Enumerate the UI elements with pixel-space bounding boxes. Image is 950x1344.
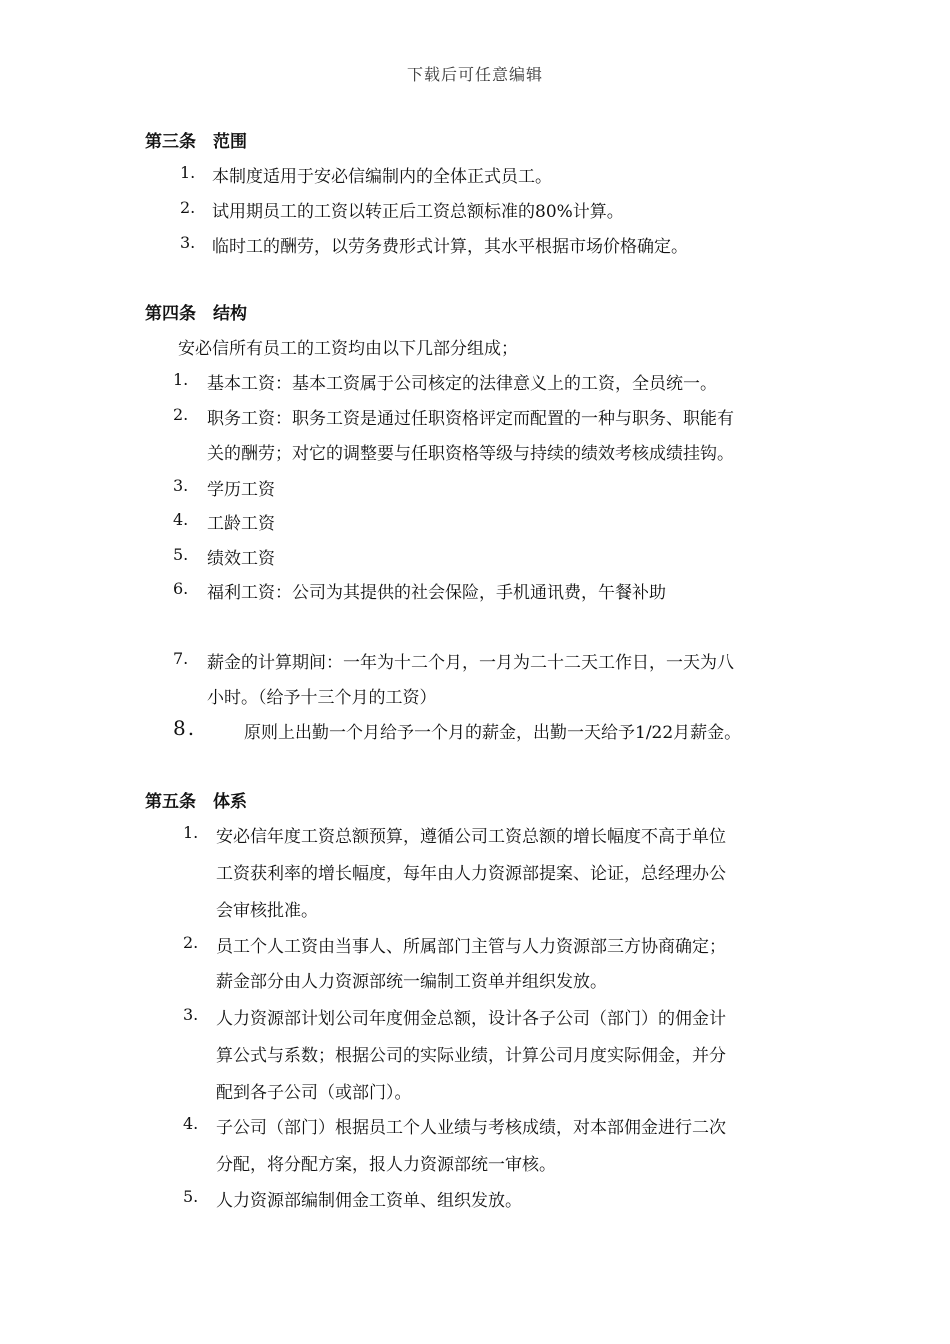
list-item-number: 6. [173, 579, 189, 598]
list-item-number: 7. [173, 649, 189, 668]
list-item-text: 薪金部分由人力资源部统一编制工资单并组织发放。 [216, 972, 607, 992]
list-item-text: 绩效工资 [207, 549, 275, 569]
list-item-text: 人力资源部编制佣金工资单、组织发放。 [216, 1191, 522, 1211]
section3-heading: 第三条 范围 [145, 132, 247, 152]
list-item-text: 会审核批准。 [216, 901, 318, 921]
list-item-text: 薪金的计算期间：一年为十二个月，一月为二十二天工作日，一天为八 [207, 653, 734, 673]
list-item-text: 工资获利率的增长幅度，每年由人力资源部提案、论证，总经理办公 [216, 864, 726, 884]
list-item-text: 配到各子公司（或部门）。 [216, 1083, 412, 1103]
list-item-number: 1. [180, 163, 196, 182]
list-item-text: 安必信年度工资总额预算，遵循公司工资总额的增长幅度不高于单位 [216, 827, 726, 847]
list-item-number: 3. [183, 1005, 199, 1024]
list-item-text: 算公式与系数；根据公司的实际业绩，计算公司月度实际佣金，并分 [216, 1046, 726, 1066]
list-item-number: 8. [173, 716, 197, 740]
list-item-text: 本制度适用于安必信编制内的全体正式员工。 [212, 167, 552, 187]
section4-heading: 第四条 结构 [145, 304, 247, 324]
list-item-number: 1. [173, 370, 189, 389]
list-item-text: 学历工资 [207, 480, 275, 500]
list-item-number: 3. [173, 476, 189, 495]
list-item-number: 4. [173, 510, 189, 529]
list-item-text: 职务工资：职务工资是通过任职资格评定而配置的一种与职务、职能有 [207, 409, 734, 429]
list-item-text: 分配，将分配方案，报人力资源部统一审核。 [216, 1155, 556, 1175]
list-item-text: 基本工资：基本工资属于公司核定的法律意义上的工资，全员统一。 [207, 374, 717, 394]
list-item-text: 关的酬劳；对它的调整要与任职资格等级与持续的绩效考核成绩挂钩。 [207, 444, 734, 464]
page-header: 下载后可任意编辑 [406, 65, 543, 84]
list-item-number: 3. [180, 233, 196, 252]
list-item-text: 试用期员工的工资以转正后工资总额标准的80%计算。 [212, 202, 624, 222]
list-item-text: 原则上出勤一个月给予一个月的薪金，出勤一天给予1/22月薪金。 [244, 723, 742, 743]
list-item-number: 2. [180, 198, 196, 217]
list-item-number: 2. [173, 405, 189, 424]
list-item-text: 小时。（给予十三个月的工资） [207, 688, 437, 708]
section4-intro: 安必信所有员工的工资均由以下几部分组成； [178, 339, 518, 359]
list-item-text: 福利工资：公司为其提供的社会保险，手机通讯费，午餐补助 [207, 583, 666, 603]
section5-heading: 第五条 体系 [145, 792, 247, 812]
list-item-text: 工龄工资 [207, 514, 275, 534]
list-item-text: 员工个人工资由当事人、所属部门主管与人力资源部三方协商确定； [216, 937, 726, 957]
list-item-number: 5. [173, 545, 189, 564]
list-item-text: 子公司（部门）根据员工个人业绩与考核成绩，对本部佣金进行二次 [216, 1118, 726, 1138]
list-item-number: 2. [183, 933, 199, 952]
list-item-number: 5. [183, 1187, 199, 1206]
list-item-number: 4. [183, 1114, 199, 1133]
list-item-number: 1. [183, 823, 199, 842]
list-item-text: 临时工的酬劳，以劳务费形式计算，其水平根据市场价格确定。 [212, 237, 688, 257]
list-item-text: 人力资源部计划公司年度佣金总额，设计各子公司（部门）的佣金计 [216, 1009, 726, 1029]
